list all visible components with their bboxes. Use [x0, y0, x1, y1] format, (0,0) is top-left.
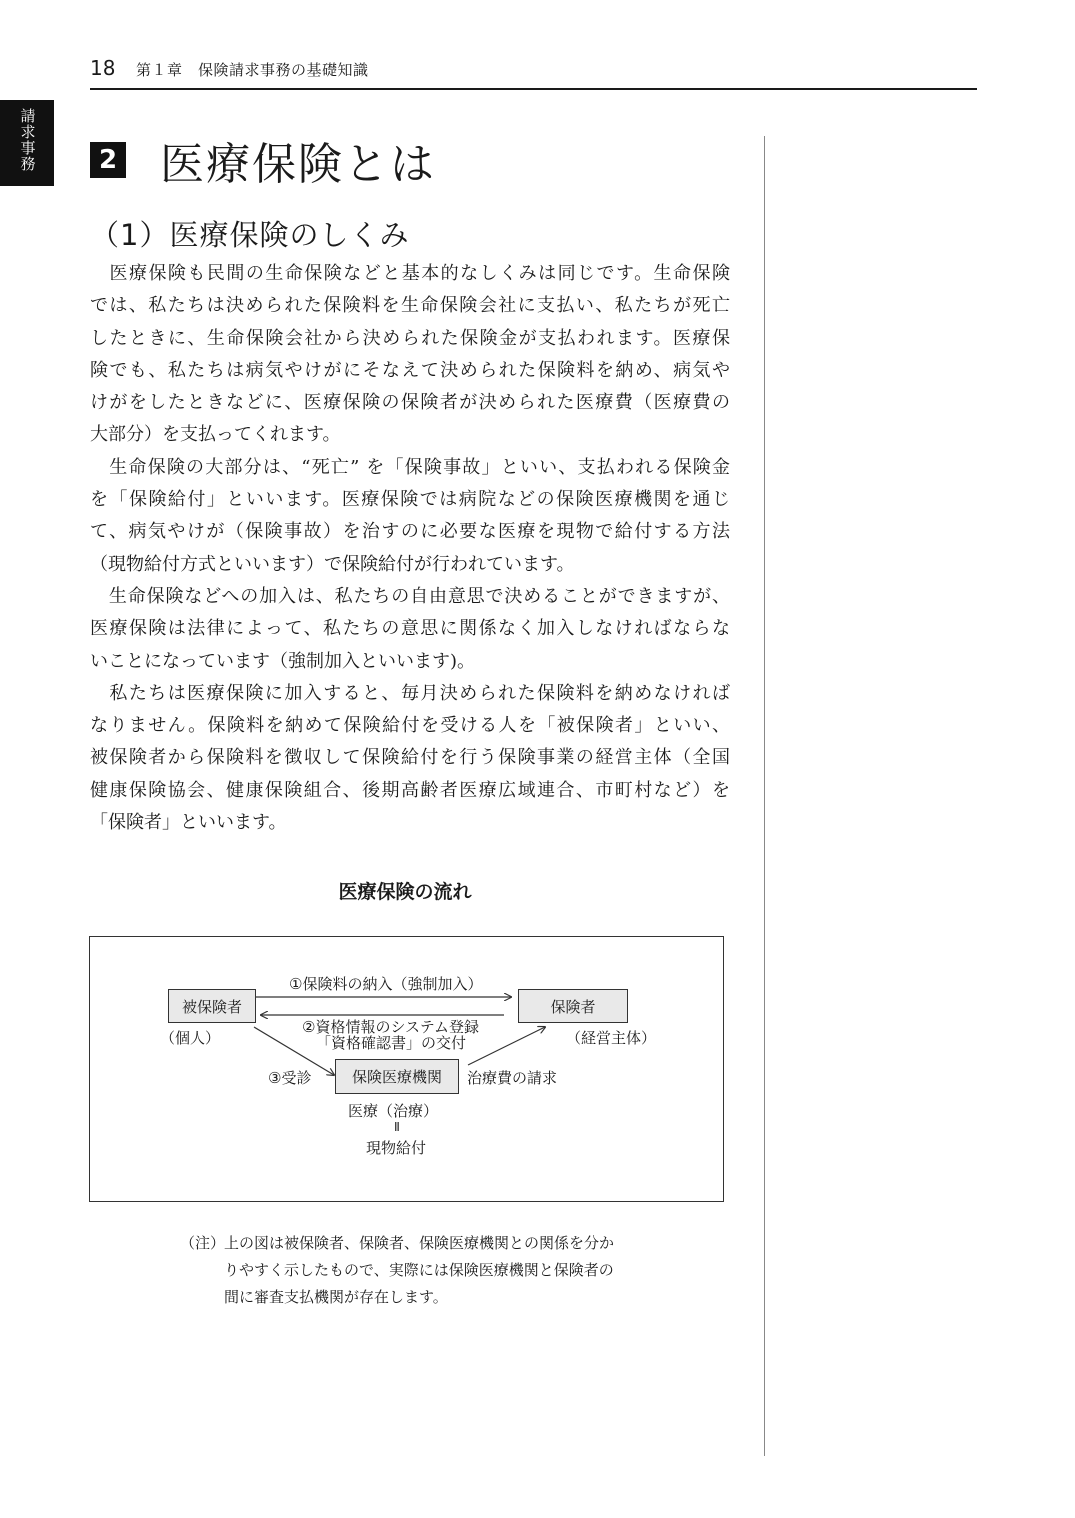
column-divider — [764, 136, 765, 1456]
body-line: いことになっています（強制加入といいます)。 — [90, 650, 476, 672]
note-line: りやすく示したもので、実際には保険医療機関と保険者の — [224, 1261, 614, 1279]
section-title: 医療保険とは — [160, 139, 436, 190]
note-line: 間に審査支払機関が存在します。 — [224, 1288, 448, 1306]
body-line: 大部分）を支払ってくれます。 — [90, 424, 341, 446]
insurer-box: 保険者 — [518, 989, 628, 1023]
page-header — [90, 56, 976, 90]
certificate-issue-label: 「資格確認書」の交付 — [316, 1034, 467, 1052]
body-line: 生命保険の大部分は、“死亡” を「保険事故」といい、支払われる保険金 — [90, 456, 730, 478]
premium-payment-label: ①保険料の納入（強制加入） — [289, 975, 483, 993]
figure-title: 医療保険の流れ — [338, 881, 472, 903]
institution-box: 保険医療機関 — [335, 1059, 459, 1094]
subsection-title: （1）医療保険のしくみ — [90, 218, 410, 252]
body-line: 「保険者」といいます。 — [90, 812, 287, 834]
page-number: 18 — [90, 56, 116, 80]
eligibility-registration-label: ②資格情報のシステム登録 — [302, 1018, 479, 1036]
header-rule — [90, 88, 977, 90]
side-tab — [0, 100, 54, 186]
body-line: （現物給付方式といいます）で保険給付が行われています。 — [90, 553, 575, 575]
body-line: 医療保険も民間の生命保険などと基本的なしくみは同じです。生命保険 — [90, 263, 730, 284]
consultation-label: ③受診 — [268, 1069, 312, 1087]
body-line: なりません。保険料を納めて保険給付を受ける人を「被保険者」といい、 — [90, 715, 730, 737]
running-head: 第１章 保険請求事務の基礎知識 — [136, 61, 369, 79]
body-line: では、私たちは決められた保険料を生命保険会社に支払い、私たちが死亡 — [90, 295, 730, 317]
in-kind-benefit-label: 現物給付 — [366, 1139, 427, 1157]
body-line: 私たちは医療保険に加入すると、毎月決められた保険料を納めなければ — [90, 682, 730, 704]
equivalence-mark: Ⅱ — [394, 1120, 400, 1134]
section-heading — [90, 130, 436, 190]
note-label: （注） — [180, 1234, 226, 1252]
body-line: を「保険給付」といいます。医療保険では病院などの保険医療機関を通じ — [90, 489, 730, 511]
side-tab-label: 請求事務 — [18, 108, 37, 172]
note-line: 上の図は被保険者、保険者、保険医療機関との関係を分か — [224, 1234, 615, 1252]
body-line: 生命保険などへの加入は、私たちの自由意思で決めることができますが、 — [90, 585, 730, 607]
flow-diagram — [89, 936, 724, 1202]
medical-care-label: 医療（治療） — [348, 1102, 439, 1120]
body-line: 被保険者から保険料を徴収して保険給付を行う保険事業の経営主体（全国 — [90, 747, 730, 769]
body-line: 医療保険は法律によって、私たちの意思に関係なく加入しなければならな — [90, 618, 730, 640]
body-line: 健康保険協会、健康保険組合、後期高齢者医療広域連合、市町村など）を — [90, 779, 730, 801]
insurer-sub-label: （経営主体） — [566, 1029, 657, 1047]
insured-box: 被保険者 — [168, 989, 256, 1023]
body-line: 険でも、私たちは病気やけがにそなえて決められた保険料を納め、病気や — [90, 359, 730, 381]
body-line: て、病気やけが（保険事故）を治すのに必要な医療を現物で給付する方法 — [90, 521, 730, 543]
note-text — [224, 1230, 654, 1311]
claim-label: 治療費の請求 — [467, 1069, 558, 1087]
body-line: けがをしたときなどに、医療保険の保険者が決められた医療費（医療費の — [90, 392, 730, 414]
section-number: 2 — [90, 142, 126, 178]
arrow-claim — [468, 1027, 545, 1065]
body-text — [90, 258, 730, 839]
insured-sub-label: （個人） — [160, 1029, 221, 1047]
body-line: したときに、生命保険会社から決められた保険金が支払われます。医療保 — [90, 327, 730, 349]
